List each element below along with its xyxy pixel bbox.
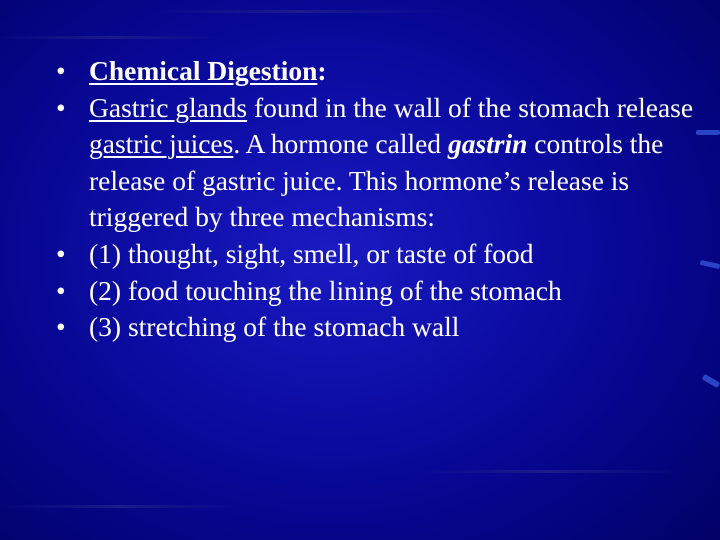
heading-term: Chemical Digestion: [89, 55, 318, 86]
bullet-item-mechanism-1: [56, 236, 696, 273]
bullet-text: found in the wall of the stomach release: [247, 91, 694, 123]
bullet-marker: •: [56, 55, 66, 86]
bullet-marker: •: [56, 91, 66, 123]
bullet-text: (3) stretching of the stomach wall: [89, 311, 460, 343]
bullet-marker: •: [56, 311, 66, 343]
bullet-item-chemical-digestion: [56, 53, 696, 90]
background-streak: [0, 505, 240, 508]
bullet-item-mechanism-3: [56, 309, 696, 346]
background-streak: [0, 36, 220, 39]
bullet-list: [56, 53, 696, 346]
bullet-text: controls the release of gastric juice. This hormone’s release is triggered by three mechanisms:: [89, 128, 664, 233]
edge-mark: [702, 374, 720, 388]
bullet-text: (2) food touching the lining of the stomach: [89, 274, 562, 306]
bullet-text: (1) thought, sight, smell, or taste of food: [89, 237, 534, 269]
bullet-text: . A hormone called: [233, 128, 448, 160]
bullet-item-gastric-glands: [56, 90, 696, 236]
bullet-marker: •: [56, 237, 66, 269]
term-gastric-juices: gastric juices: [89, 128, 234, 160]
term-gastrin: gastrin: [447, 128, 528, 160]
edge-mark: [696, 130, 720, 135]
term-gastric-glands: Gastric glands: [89, 91, 248, 123]
background-streak: [420, 470, 680, 473]
background-streak: [150, 10, 450, 13]
bullet-marker: •: [56, 274, 66, 306]
heading-colon: :: [317, 55, 327, 86]
bullet-item-mechanism-2: [56, 273, 696, 310]
edge-mark: [700, 260, 720, 269]
